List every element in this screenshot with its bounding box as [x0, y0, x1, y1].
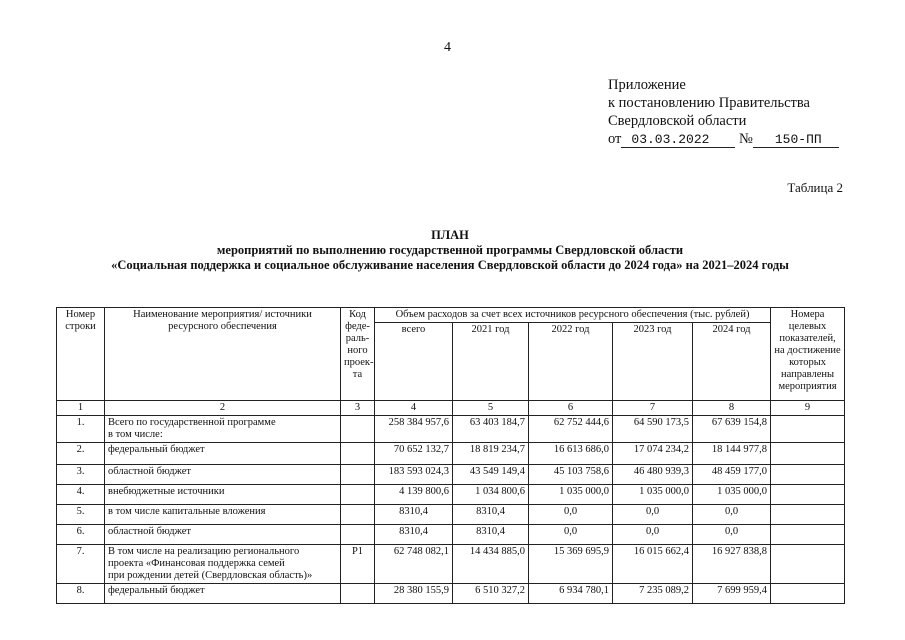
row-indicators [771, 485, 845, 505]
row-code [341, 584, 375, 604]
row-total: 8310,4 [375, 525, 453, 545]
row-total: 70 652 132,7 [375, 443, 453, 465]
header-code: Код феде- раль- ного проек- та [341, 308, 375, 401]
row-2021: 43 549 149,4 [453, 465, 529, 485]
row-total: 8310,4 [375, 505, 453, 525]
row-name [105, 545, 341, 584]
appendix-number: 150-ПП [753, 133, 839, 148]
row-name: областной бюджет [105, 525, 341, 545]
row-name [105, 416, 341, 443]
header-total: всего [375, 323, 453, 401]
column-number-row [57, 401, 845, 416]
table-row [57, 584, 845, 604]
row-total: 4 139 800,6 [375, 485, 453, 505]
row-2023: 17 074 234,2 [613, 443, 693, 465]
row-2023: 7 235 089,2 [613, 584, 693, 604]
col-num: 2 [105, 401, 341, 416]
row-2023: 1 035 000,0 [613, 485, 693, 505]
row-name: федеральный бюджет [105, 584, 341, 604]
row-2021: 63 403 184,7 [453, 416, 529, 443]
table-row [57, 545, 845, 584]
plan-table [56, 307, 845, 604]
row-2022: 16 613 686,0 [529, 443, 613, 465]
row-number: 2. [57, 443, 105, 465]
table-row [57, 525, 845, 545]
row-2021: 8310,4 [453, 505, 529, 525]
row-indicators [771, 584, 845, 604]
row-2023: 0,0 [613, 505, 693, 525]
header-2022: 2022 год [529, 323, 613, 401]
row-name: внебюджетные источники [105, 485, 341, 505]
row-2024: 67 639 154,8 [693, 416, 771, 443]
row-total: 28 380 155,9 [375, 584, 453, 604]
appendix-date-line [608, 130, 839, 148]
header-2023: 2023 год [613, 323, 693, 401]
row-number: 5. [57, 505, 105, 525]
appendix-line-3: Свердловской области [608, 113, 747, 129]
row-2022: 15 369 695,9 [529, 545, 613, 584]
row-indicators [771, 416, 845, 443]
row-total: 62 748 082,1 [375, 545, 453, 584]
row-2022: 1 035 000,0 [529, 485, 613, 505]
col-num: 7 [613, 401, 693, 416]
row-name-line: проекта «Финансовая поддержка семей [108, 558, 285, 569]
header-name: Наименование мероприятия/ источники ресурсного обеспечения [105, 308, 341, 401]
row-2024: 0,0 [693, 525, 771, 545]
appendix-from-label: от [608, 131, 622, 147]
appendix-number-sign: № [739, 131, 753, 147]
row-name: областной бюджет [105, 465, 341, 485]
row-2023: 16 015 662,4 [613, 545, 693, 584]
table-header [57, 308, 845, 416]
row-indicators [771, 443, 845, 465]
row-indicators [771, 505, 845, 525]
row-code [341, 465, 375, 485]
col-num: 1 [57, 401, 105, 416]
row-2022: 6 934 780,1 [529, 584, 613, 604]
row-2021: 14 434 885,0 [453, 545, 529, 584]
row-name-line: в том числе: [108, 429, 163, 440]
title-line-2: мероприятий по выполнению государственной программы Свердловской области [216, 243, 684, 257]
row-code [341, 525, 375, 545]
row-total: 183 593 024,3 [375, 465, 453, 485]
row-2022: 0,0 [529, 505, 613, 525]
row-number: 7. [57, 545, 105, 584]
table-row [57, 505, 845, 525]
table-number: Таблица 2 [787, 180, 843, 195]
row-indicators [771, 465, 845, 485]
row-indicators [771, 545, 845, 584]
table-row [57, 465, 845, 485]
row-2022: 62 752 444,6 [529, 416, 613, 443]
row-number: 8. [57, 584, 105, 604]
header-indicators: Номера целевых показателей, на достижение которых направлены мероприятия [771, 308, 845, 401]
col-num: 6 [529, 401, 613, 416]
row-2023: 46 480 939,3 [613, 465, 693, 485]
header-row-number: Номер строки [57, 308, 105, 401]
row-name-line: В том числе на реализацию регионального [108, 546, 300, 557]
row-name-line: Всего по государственной программе [108, 417, 276, 428]
row-name: в том числе капитальные вложения [105, 505, 341, 525]
row-2024: 48 459 177,0 [693, 465, 771, 485]
row-number: 6. [57, 525, 105, 545]
appendix-date: 03.03.2022 [621, 133, 735, 148]
row-name-line: при рождении детей (Свердловская область)» [108, 570, 313, 581]
col-num: 3 [341, 401, 375, 416]
col-num: 4 [375, 401, 453, 416]
row-number: 3. [57, 465, 105, 485]
row-2024: 7 699 959,4 [693, 584, 771, 604]
header-2024: 2024 год [693, 323, 771, 401]
table-body [57, 416, 845, 604]
title-line-1: ПЛАН [431, 228, 469, 242]
col-num: 9 [771, 401, 845, 416]
row-number: 1. [57, 416, 105, 443]
table-row [57, 485, 845, 505]
row-number: 4. [57, 485, 105, 505]
row-2022: 45 103 758,6 [529, 465, 613, 485]
row-code [341, 485, 375, 505]
col-num: 8 [693, 401, 771, 416]
row-2023: 0,0 [613, 525, 693, 545]
row-code [341, 416, 375, 443]
row-2024: 0,0 [693, 505, 771, 525]
row-name: федеральный бюджет [105, 443, 341, 465]
row-2022: 0,0 [529, 525, 613, 545]
header-2021: 2021 год [453, 323, 529, 401]
row-2024: 18 144 977,8 [693, 443, 771, 465]
table-row [57, 443, 845, 465]
col-num: 5 [453, 401, 529, 416]
appendix-block [608, 76, 839, 148]
row-2021: 18 819 234,7 [453, 443, 529, 465]
appendix-line-2: к постановлению Правительства [608, 95, 810, 111]
row-indicators [771, 525, 845, 545]
row-2021: 8310,4 [453, 525, 529, 545]
plan-title [40, 228, 860, 273]
row-2023: 64 590 173,5 [613, 416, 693, 443]
title-line-3: «Социальная поддержка и социальное обслуживание населения Свердловской области до 2024 года» на 2021–2024 годы [111, 258, 789, 272]
row-2021: 6 510 327,2 [453, 584, 529, 604]
row-code [341, 443, 375, 465]
row-code [341, 505, 375, 525]
row-total: 258 384 957,6 [375, 416, 453, 443]
row-2024: 1 035 000,0 [693, 485, 771, 505]
page-number: 4 [444, 40, 451, 55]
table-row [57, 416, 845, 443]
row-2021: 1 034 800,6 [453, 485, 529, 505]
appendix-line-1: Приложение [608, 77, 686, 93]
row-code: P1 [341, 545, 375, 584]
header-volume: Объем расходов за счет всех источников ресурсного обеспечения (тыс. рублей) [375, 308, 771, 323]
row-2024: 16 927 838,8 [693, 545, 771, 584]
